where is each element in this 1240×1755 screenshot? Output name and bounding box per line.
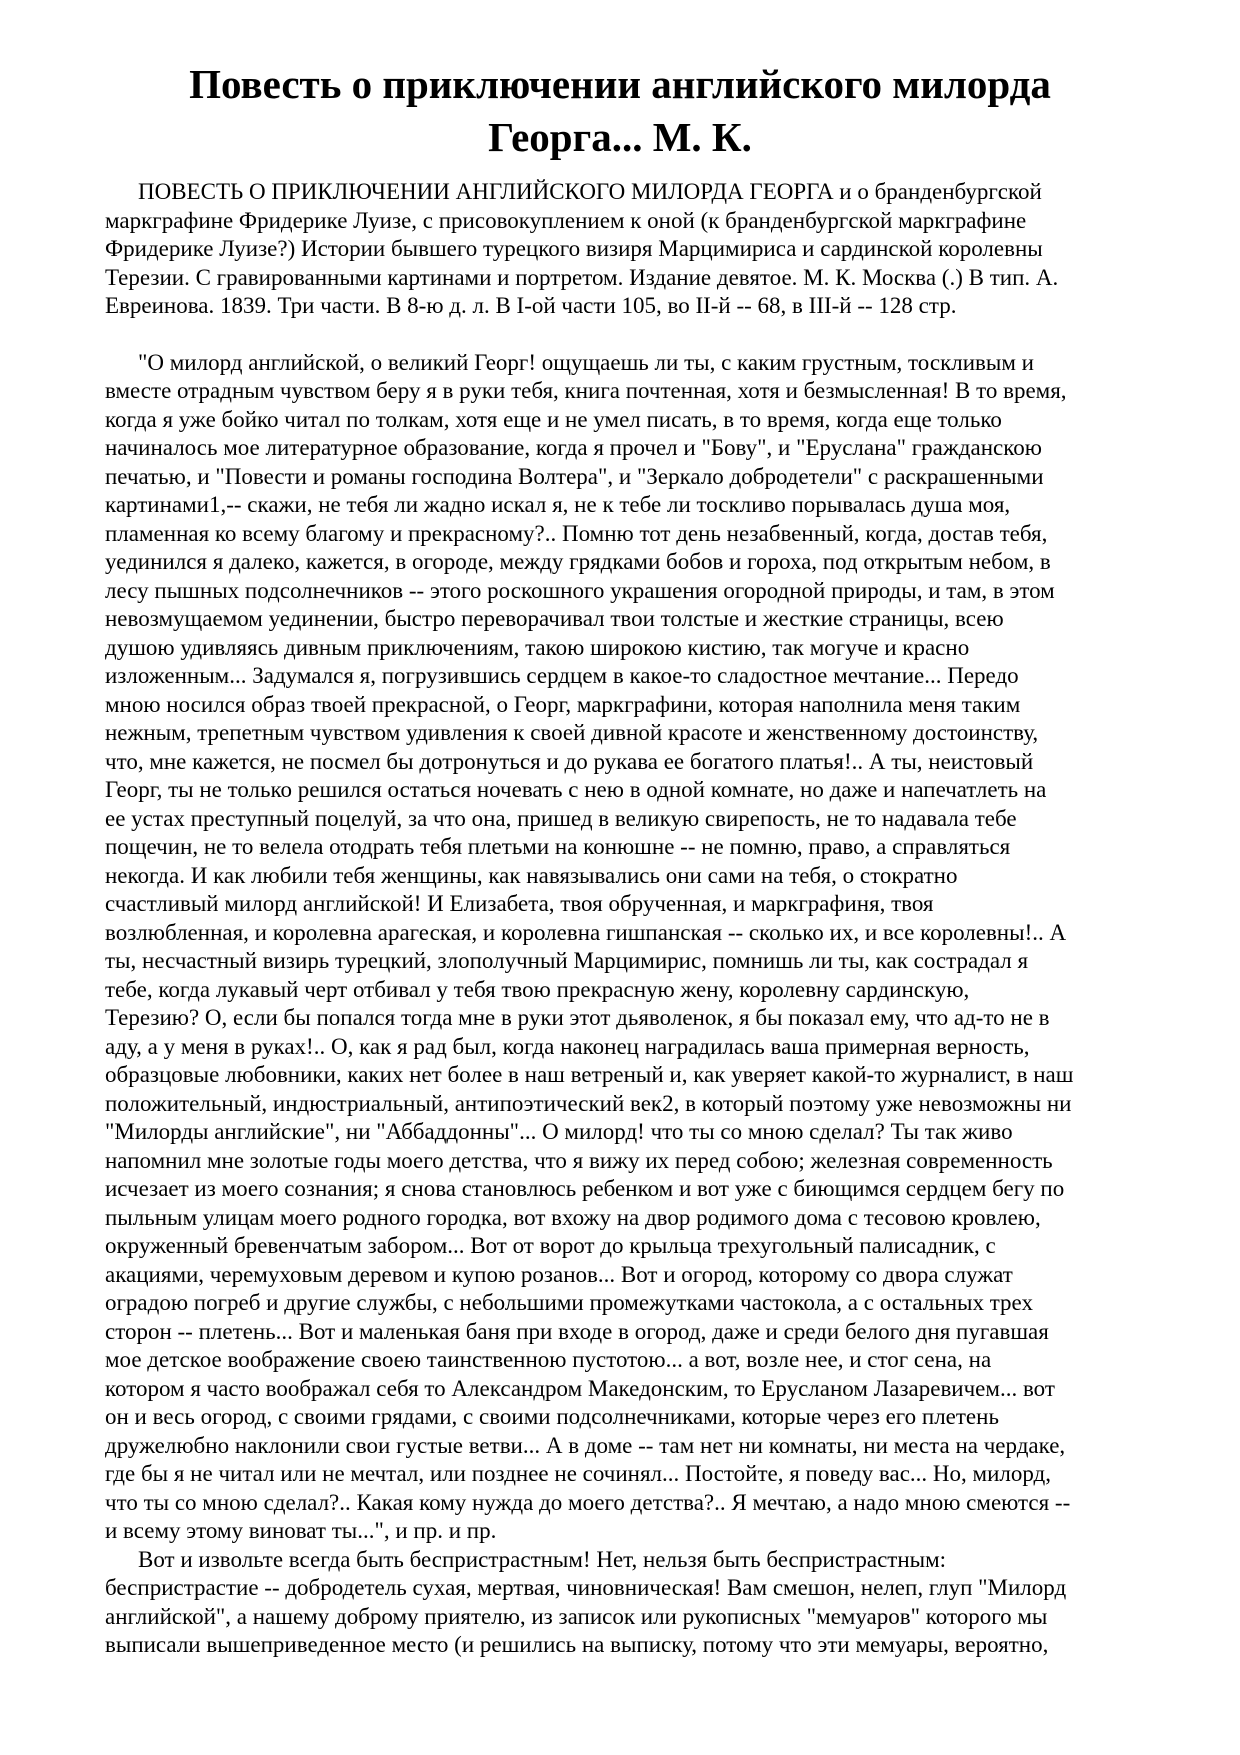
text-line: где бы я не читал или не мечтал, или позднее не сочинял... Постойте, я поведу вас... Но, милорд, <box>105 1461 1052 1486</box>
text-line: невозмущаемом уединении, быстро переворачивал твои толстые и жесткие страницы, всею <box>105 606 1004 631</box>
paragraph <box>105 349 1165 1546</box>
text-line: печатью, и "Повести и романы господина Волтера", и "Зеркало добродетели" с раскрашенными <box>105 463 1044 489</box>
text-line: уединился я далеко, кажется, в огороде, между грядками бобов и гороха, под открытым небом, в <box>105 549 1051 574</box>
text-line: когда я уже бойко читал по толкам, хотя еще и не умел писать, в то время, когда еще только <box>105 406 1002 432</box>
text-line: душою удивляясь дивным приключениям, такою широкою кистию, так могуче и красно <box>105 634 970 660</box>
text-line: пощечин, не то велела отодрать тебя плетьми на конюшне -- не помню, право, а справляться <box>105 834 1011 859</box>
text-line: Вот и извольте всегда быть беспристрастным! Нет, нельзя быть беспристрастным: <box>138 1546 947 1572</box>
text-line: изложенным... Задумался я, погрузившись сердцем в какое-то сладостное мечтание... Передо <box>105 663 1019 688</box>
text-line: что ты со мною сделал?.. Какая кому нужда до моего детства?.. Я мечтаю, а надо мною смеются -- <box>105 1489 1071 1515</box>
text-line: котором я часто воображал себя то Александром Македонским, то Еруcланом Лазаревичем... вот <box>105 1375 1055 1401</box>
paragraph <box>105 1546 1165 1660</box>
text-line: выписали вышеприведенное место (и решились на выписку, потому что эти мемуары, вероятно, <box>105 1632 1049 1657</box>
page-title <box>100 58 1140 164</box>
text-line: тебе, когда лукавый черт отбивал у тебя твою прекрасную жену, королевну сардинскую, <box>105 976 970 1002</box>
text-line: акациями, черемуховым деревом и купою розанов... Вот и огород, которому со двора служат <box>105 1261 1013 1287</box>
text-line: ее устах преступный поцелуй, за что она, пришед в великую свирепость, не то надавала тебе <box>105 805 1017 831</box>
paragraph <box>105 178 1165 321</box>
text-line: лесу пышных подсолнечников -- этого роскошного украшения огородной природы, и там, в этом <box>105 577 1055 603</box>
text-line: беспристрастие -- добродетель сухая, мертвая, чиновническая! Вам смешон, нелеп, глуп "Милорд <box>105 1575 1067 1600</box>
text-line: некогда. И как любили тебя женщины, как навязывались они сами на тебя, о стократно <box>105 862 958 888</box>
text-line: оградою погреб и другие службы, с небольшими промежутками частокола, а с остальных трех <box>105 1290 1033 1315</box>
text-line: счастливый милорд английской! И Елизабета, твоя обрученная, и маркграфиня, твоя <box>105 891 934 916</box>
text-line: Георг, ты не только решился остаться ночевать с нею в одной комнате, но даже и напечатлеть на <box>105 777 1047 802</box>
text-line: маркграфине Фридерике Луизе, с присовокуплением к оной (к бранденбургской маркграфине <box>105 207 1027 233</box>
text-line: нежным, трепетным чувством удивления к своей дивной красоте и женственному достоинству, <box>105 720 1039 745</box>
text-line: возлюбленная, и королевна арагеская, и королевна гишпанская -- сколько их, и все королевны!.. А <box>105 919 1067 945</box>
text-line: окруженный бревенчатым забором... Вот от ворот до крыльца трехугольный палисадник, с <box>105 1233 996 1258</box>
text-line: и всему этому виноват ты...", и пр. и пр. <box>105 1518 497 1543</box>
text-line: сторон -- плетень... Вот и маленькая баня при входе в огород, даже и среди белого дня пугавшая <box>105 1318 1049 1344</box>
text-line: ты, несчастный визирь турецкий, злополучный Марцимирис, помнишь ли ты, как сострадал я <box>105 948 1029 973</box>
document-body <box>105 178 1165 1660</box>
text-line: дружелюбно наклонили свои густые ветви... А в доме -- там нет ни комнаты, ни места на чердаке, <box>105 1432 1066 1458</box>
text-line: вместе отрадным чувством беру я в руки тебя, книга почтенная, хотя и безмысленная! В то время, <box>105 378 1067 403</box>
paragraph-spacer <box>105 321 1165 349</box>
text-line: исчезает из моего сознания; я снова становлюсь ребенком и вот уже с биющимся сердцем бегу по <box>105 1176 1065 1201</box>
text-line: образцовые любовники, каких нет более в наш ветреный и, как уверяет какой-то журналист, в наш <box>105 1062 1074 1087</box>
text-line: напомнил мне золотые годы моего детства, что я вижу их перед собою; железная современность <box>105 1147 1053 1173</box>
text-line: Фридерике Луизе?) Истории бывшего турецкого визиря Марцимириса и сардинской королевны <box>105 236 1043 261</box>
text-line: картинами1,-- скажи, не тебя ли жадно искал я, не к тебе ли тоскливо порывалась душа моя, <box>105 492 1011 517</box>
text-line: пламенная ко всему благому и прекрасному?.. Помню тот день незабвенный, когда, достав тебя, <box>105 520 1048 546</box>
text-line: ПОВЕСТЬ О ПРИКЛЮЧЕНИИ АНГЛИЙСКОГО МИЛОРДА ГЕОРГА и о бранденбургской <box>138 179 1042 204</box>
text-line: аду, а у меня в руках!.. О, как я рад был, когда наконец наградилась ваша примерная верность, <box>105 1033 1030 1059</box>
text-line: Евреинова. 1839. Три части. В 8-ю д. л. В I-ой части 105, во II-й -- 68, в III-й -- 128 стр. <box>105 293 957 318</box>
text-line: пыльным улицам моего родного городка, вот вхожу на двор родимого дома с тесовою кровлею, <box>105 1204 1041 1230</box>
text-line: мое детское воображение своею таинственною пустотою... а вот, возле нее, и стог сена, на <box>105 1347 992 1372</box>
text-line: начиналось мое литературное образование, когда я прочел и "Бову", и "Еруслана" гражданскою <box>105 435 1042 460</box>
text-line: "О милорд английской, о великий Георг! ощущаешь ли ты, с каким грустным, тоскливым и <box>138 349 1034 375</box>
title-line: Георга... М. К. <box>488 114 752 160</box>
text-line: "Милорды английские", ни "Аббаддонны"... О милорд! что ты со мною сделал? Ты так живо <box>105 1119 1013 1144</box>
text-line: Терезию? О, если бы попался тогда мне в руки этот дьяволенок, я бы показал ему, что ад-то не в <box>105 1005 1050 1030</box>
text-line: что, мне кажется, не посмел бы дотронуться и до рукава ее богатого платья!.. А ты, неистовый <box>105 748 1034 774</box>
text-line: положительный, индюстриальный, антипоэтический век2, в который поэтому уже невозможны ни <box>105 1090 1072 1116</box>
text-line: он и весь огород, с своими грядами, с своими подсолнечниками, которые через его плетень <box>105 1404 999 1429</box>
text-line: Терезии. С гравированными картинами и портретом. Издание девятое. М. К. Москва (.) В тип. А. <box>105 264 1059 290</box>
text-line: мною носился образ твоей прекрасной, о Георг, маркграфини, которая наполнила меня таким <box>105 691 1021 717</box>
title-line: Повесть о приключении английского милорда <box>189 61 1051 107</box>
text-line: английской", а нашему доброму приятелю, из записок или рукописных "мемуаров" которого мы <box>105 1603 1048 1629</box>
